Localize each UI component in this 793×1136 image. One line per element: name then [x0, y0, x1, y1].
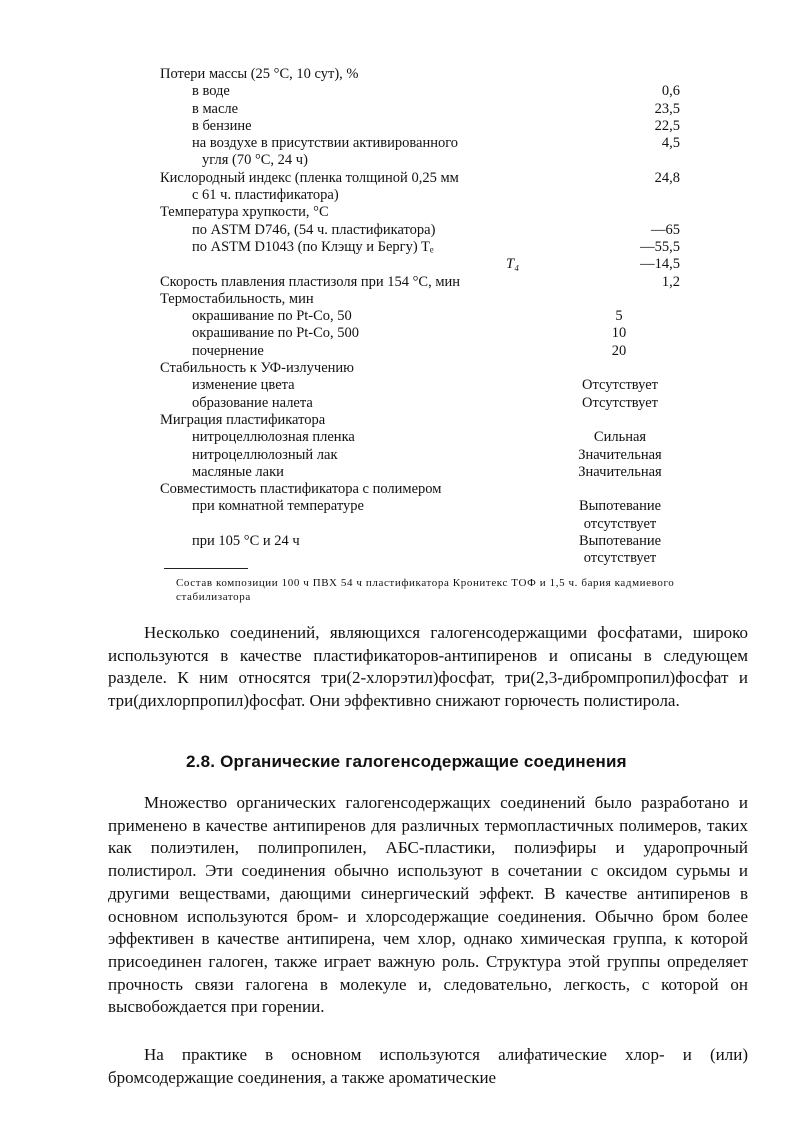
row-label: угля (70 °С, 24 ч): [202, 152, 308, 169]
table-row: [160, 239, 680, 256]
table-row: [160, 101, 680, 118]
row-label: по ASTM D746, (54 ч. пластификатора): [192, 221, 436, 238]
row-label: по ASTM D1043 (по Клэщу и Бергу) Tₑ: [192, 238, 434, 255]
row-label: Стабильность к УФ-излучению: [160, 360, 354, 377]
row-label: Температура хрупкости, °С: [160, 204, 329, 221]
row-label: Потери массы (25 °С, 10 сут), %: [160, 66, 359, 82]
table-row: [160, 343, 680, 360]
row-label: с 61 ч. пластификатора): [192, 187, 339, 204]
row-value: Отсутствует: [582, 377, 658, 394]
row-label: Термостабильность, мин: [160, 290, 314, 307]
row-value: 1,2: [661, 273, 680, 290]
table-row: [160, 481, 680, 498]
row-label: нитроцеллюлозная пленка: [192, 429, 355, 446]
table-row: [160, 204, 680, 221]
table-row: [160, 222, 680, 239]
row-value: 4,5: [661, 135, 680, 152]
row-value: отсутствует: [583, 550, 657, 567]
table-row: [160, 66, 680, 83]
table-row: [160, 118, 680, 135]
row-label: при комнатной температуре: [192, 498, 364, 515]
row-label: T₄: [506, 256, 520, 273]
section-heading: 2.8. Органические галогенсодержащие соединения: [186, 752, 627, 771]
row-label: Миграция пластификатора: [160, 411, 326, 428]
row-value: 5: [615, 308, 623, 325]
table-row: [160, 533, 680, 550]
row-label: на воздухе в присутствии активированного: [192, 135, 459, 152]
table-row: [160, 291, 680, 308]
row-label: масляные лаки: [192, 463, 284, 480]
table-row: [160, 325, 680, 342]
paragraph-text: На практике в основном используются алифатические хлор- и (или) бромсодержащие соединения, а также ароматические: [108, 1045, 748, 1087]
table-row: [160, 360, 680, 377]
row-label: Кислородный индекс (пленка толщиной 0,25 мм: [160, 169, 459, 186]
table-row: [160, 498, 680, 515]
table-row: [160, 412, 680, 429]
paragraph-text: Несколько соединений, являющихся галогенсодержащими фосфатами, широко используются в качестве пластификаторов-антипиренов и описаны в следующем разделе. К ним относятся три(2-хлорэтил)фосфат, три(2,3-дибромпропил)фосфат и три(дихлорпропил)фосфат. Они эффективно снижают горючесть полистирола.: [108, 623, 748, 711]
table-row: [160, 135, 680, 152]
table-row: [160, 170, 680, 187]
row-value: Выпотевание: [578, 533, 662, 550]
row-value: 0,6: [661, 83, 680, 100]
table-row: [160, 516, 680, 533]
table-row: [160, 83, 680, 100]
properties-table: [160, 66, 680, 568]
table-row: [160, 152, 680, 169]
row-value: —14,5: [640, 256, 680, 273]
row-value: 22,5: [654, 117, 680, 134]
row-value: Отсутствует: [582, 394, 658, 411]
row-value: Значительная: [578, 463, 662, 480]
footnote-divider: [164, 568, 248, 569]
table-row: [160, 429, 680, 446]
row-value: Значительная: [578, 446, 662, 463]
table-row: [160, 187, 680, 204]
table-row: [160, 377, 680, 394]
table-row: [160, 274, 680, 291]
row-value: Сильная: [593, 429, 647, 446]
row-label: образование налета: [192, 394, 313, 411]
row-value: отсутствует: [583, 515, 657, 532]
table-row: [160, 464, 680, 481]
table-row: [160, 395, 680, 412]
row-label: при 105 °С и 24 ч: [192, 533, 300, 550]
table-row: [160, 308, 680, 325]
row-label: в масле: [192, 100, 239, 117]
paragraph-practice: [108, 1044, 748, 1089]
table-row: [160, 550, 680, 567]
row-value: Выпотевание: [578, 498, 662, 515]
paragraph-text: Множество органических галогенсодержащих соединений было разработано и применено в качестве антипиренов для различных термопластичных полимеров, таких как полиэтилен, полипропилен, АБС-пластики, полиэфиры и ударопрочный полистирол. Эти соединения обычно используют в сочетании с оксидом сурьмы и другими веществами, дающими синергический эффект. В качестве антипиренов в основном используются бром- и хлорсодержащие соединения. Обычно бром более эффективен в качестве антипирена, чем хлор, однако химическая группа, к которой присоединен галоген, также играет важную роль. Структура этой группы определяет прочность связи галогена в молекуле и, следовательно, легкость, с которой он высвобождается при горении.: [108, 793, 748, 1017]
table-row: [160, 447, 680, 464]
row-value: —55,5: [640, 238, 680, 255]
row-label: нитроцеллюлозный лак: [192, 446, 338, 463]
row-value: 23,5: [654, 100, 680, 117]
row-value: 20: [611, 342, 627, 359]
row-label: в воде: [192, 83, 230, 100]
row-value: —65: [651, 221, 680, 238]
row-label: Скорость плавления пластизоля при 154 °С, мин: [160, 273, 461, 290]
paragraph-organic-halogen: [108, 792, 748, 1019]
table-footnote: Состав композиции 100 ч ПВХ 54 ч пластификатора Кронитекс ТОФ и 1,5 ч. бария кадмиевого стабилизатора: [176, 577, 675, 603]
paragraph-halogen-phosphates: [108, 622, 748, 713]
row-value: 10: [611, 325, 627, 342]
row-label: Совместимость пластификатора с полимером: [160, 481, 442, 498]
row-label: изменение цвета: [192, 377, 295, 394]
row-label: окрашивание по Pt-Co, 50: [192, 308, 352, 325]
row-label: окрашивание по Pt-Co, 500: [192, 325, 360, 342]
table-row: [160, 256, 680, 273]
row-label: в бензине: [192, 117, 252, 134]
row-value: 24,8: [654, 169, 680, 186]
row-label: почернение: [192, 342, 264, 359]
